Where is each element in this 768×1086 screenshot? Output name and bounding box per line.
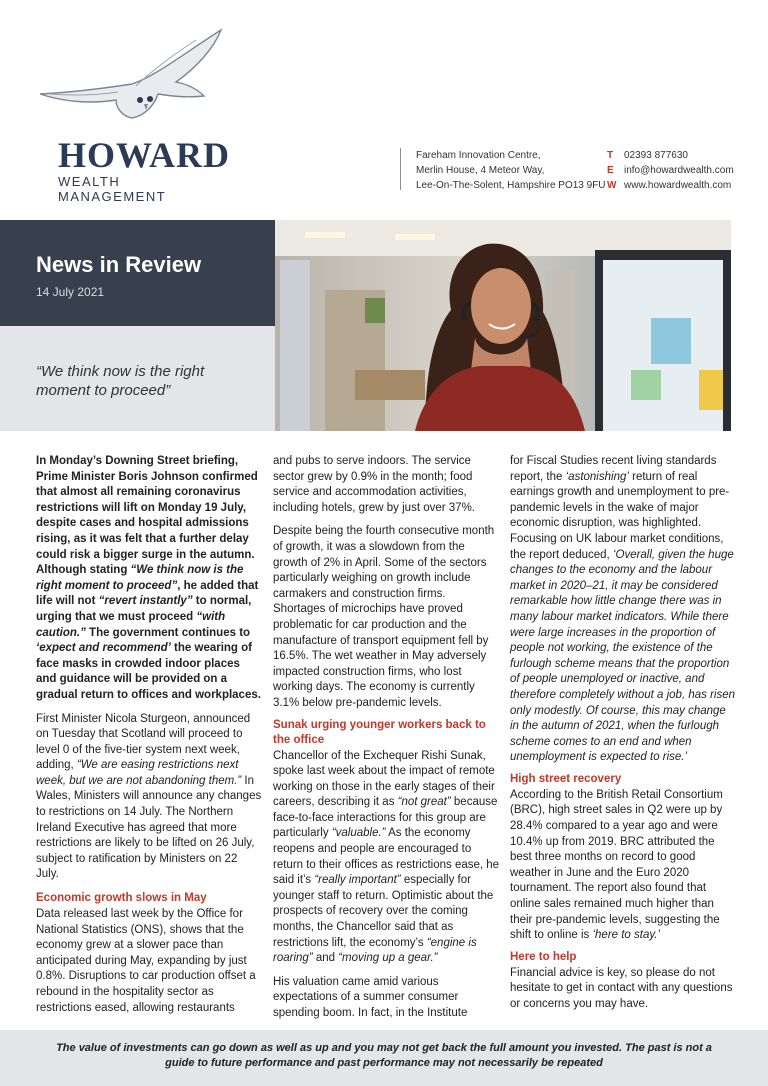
body-paragraph: Chancellor of the Exchequer Rishi Sunak, spoke last week about the impact of remote working on those in the early stages of their careers, describing it as “not great” because face-to-face interactions for this group are particularly “valuable.” As the economy reopens and people are encouraged to return to their offices as restrictions ease, he said it’s “really important” especially for younger staff to return. Optimistic about the prospects of recovery over the coming months, the Chancellor said that as restrictions lift, the economy’s “engine is roaring” and “moving up a gear.” bbox=[273, 749, 500, 965]
body-paragraph: Financial advice is key, so please do not hesitate to get in contact with any questions or concerns you may have. bbox=[510, 966, 733, 1010]
address-block bbox=[400, 148, 606, 190]
body-paragraph: and pubs to serve indoors. The service sector grew by 0.9% in the month; food service and accommodation activities, including hotels, grew by just over 37%. bbox=[273, 455, 475, 514]
issue-date: 14 July 2021 bbox=[36, 285, 105, 299]
address-line: Lee-On-The-Solent, Hampshire PO13 9FU bbox=[416, 180, 606, 191]
section-heading: Here to help bbox=[510, 950, 577, 963]
contact-block bbox=[607, 148, 734, 193]
body-paragraph: for Fiscal Studies recent living standards report, the ‘astonishing’ return of real earnings growth and unemployment to pre-pandemic levels in the wake of major economic disruption, was highlighted. Focusing on UK labour market conditions, the report deduced, ‘Overall, given the huge changes to the economy and the labour market in 2020–21, it may be considered remarkable how little change there was in many labour market indicators. While there were large increases in the proportion of people not working, the existence of the furlough scheme means that the proportion of people unemployed or inactive, and therefore completely without a job, has risen only modestly. Of course, this may change in the autumn of 2021, when the furlough scheme comes to an end and when unemployment is expected to rise.’ bbox=[510, 455, 736, 764]
body-paragraph: Data released last week by the Office for National Statistics (ONS), shows that the economy grew at a slower pace than anticipated during May, expanding by just 0.8%. Disruptions to car production offset a rebound in the hospitality sector as restrictions eased, allowing restaurants bbox=[36, 908, 256, 1014]
section-heading: Sunak urging younger workers back to the office bbox=[273, 718, 486, 746]
pull-quote: “We think now is the right moment to proceed” bbox=[36, 363, 205, 399]
article-column-1 bbox=[36, 454, 263, 1024]
section-heading: High street recovery bbox=[510, 772, 622, 785]
article-column-3 bbox=[510, 454, 735, 1021]
section-heading: Economic growth slows in May bbox=[36, 892, 207, 905]
page-title: News in Review bbox=[36, 252, 202, 277]
woman-with-headset-image bbox=[275, 220, 731, 431]
body-paragraph: His valuation came amid various expectations of a summer consumer spending boom. In fact, in the Institute bbox=[273, 975, 468, 1019]
email-label: E bbox=[607, 165, 614, 176]
hero-photo bbox=[275, 220, 731, 431]
brand-name: HOWARD bbox=[58, 135, 231, 175]
body-paragraph: Despite being the fourth consecutive month of growth, it was a slowdown from the growth of 2% in April. Some of the sectors particularly weighing on growth include carmakers and construction firms. Shortages of microchips have proved problematic for car production and the manufacture of transport equipment fell by 16.5%. The wet weather in May adversely impacted construction firms, who lost working days. The economy is currently 3.1% below pre-pandemic levels. bbox=[273, 525, 495, 709]
article-column-2 bbox=[273, 454, 500, 1030]
body-paragraph: First Minister Nicola Sturgeon, announced on Tuesday that Scotland will proceed to level 0 of the five-tier system next week, adding, “We are easing restrictions next week, but we are not abandoning them.” In Wales, Ministers will announce any changes to restrictions on 14 July. The Northern Ireland Executive has agreed that more restrictions are likely to be lifted on 26 July, subject to ratification by Ministers on 22 July. bbox=[36, 712, 262, 881]
address-line: Fareham Innovation Centre, bbox=[416, 150, 541, 161]
phone-number[interactable]: 02393 877630 bbox=[624, 150, 688, 161]
address-line: Merlin House, 4 Meteor Way, bbox=[416, 165, 545, 176]
owl-logo-icon bbox=[36, 26, 226, 131]
web-label: W bbox=[607, 180, 617, 191]
brand-tagline: WEALTH MANAGEMENT bbox=[58, 174, 167, 204]
lead-paragraph: In Monday’s Downing Street briefing, Prime Minister Boris Johnson confirmed that almost all remaining coronavirus restrictions will lift on Monday 19 July, despite cases and hospital admissions rising, as it was felt that a further delay could risk a bigger surge in the autumn. Although stating “We think now is the right moment to proceed”, he added that life will not “revert instantly” to normal, urging that we must proceed “with caution.” The government continues to ‘expect and recommend’ the wearing of face masks in crowded indoor places and guidance will be provided on a gradual return to offices and workplaces. bbox=[36, 455, 261, 701]
email-link[interactable]: info@howardwealth.com bbox=[624, 165, 734, 176]
risk-disclaimer: The value of investments can go down as well as up and you may not get back the full amount you invested. The past is not a guide to future performance and past performance may not necessarily be repeated bbox=[56, 1042, 712, 1069]
company-logo bbox=[36, 26, 231, 204]
body-paragraph: According to the British Retail Consortium (BRC), high street sales in Q2 were up by 28.4% compared to a year ago and were 10.4% up from 2019. BRC attributed the best three months on record to good weather in June and the Euro 2020 tournament. The report also found that online sales remained much higher than their pre-pandemic levels, suggesting the shift to online is ‘here to stay.’ bbox=[510, 788, 723, 942]
phone-label: T bbox=[607, 150, 614, 161]
website-link[interactable]: www.howardwealth.com bbox=[624, 180, 732, 191]
